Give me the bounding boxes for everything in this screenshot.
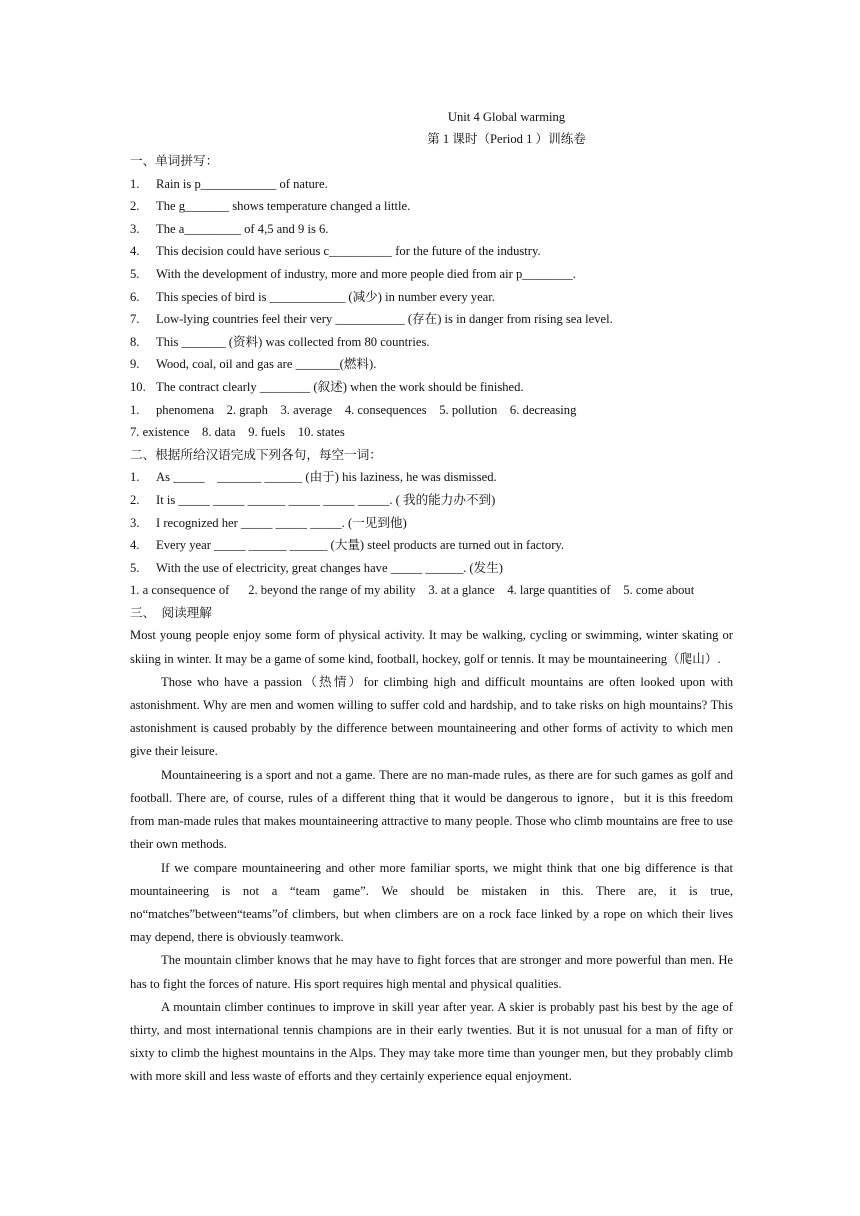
item-text: With the development of industry, more and more people died from air p________. [156, 266, 576, 281]
section1-items [130, 173, 733, 399]
item-number: 5. [130, 266, 140, 281]
list-item [130, 376, 733, 399]
item-number: 4. [130, 244, 140, 259]
list-item [130, 489, 733, 512]
item-number: 10. [130, 379, 146, 394]
item-number: 7. [130, 312, 140, 327]
reading-paragraph: A mountain climber continues to improve in skill year after year. A skier is probably past his best by the age of thirty, and most international tennis champions are in their early twenties. But it is not unusual for a man of fifty or sixty to climb the highest mountains in the Alps. They may take more time than younger men, but they probably climb with more skill and less waste of efforts and they certainly experience equal enjoyment. [130, 999, 733, 1084]
list-item [130, 218, 733, 241]
item-text: It is _____ _____ ______ _____ _____ _____. ( 我的能力办不到) [156, 492, 496, 507]
item-text: As _____ _______ ______ (由于) his laziness, he was dismissed. [156, 470, 497, 485]
section2-answers: 1. a consequence of 2. beyond the range of my ability 3. at a glance 4. large quantities of 5. come about [130, 583, 695, 598]
list-item [130, 195, 733, 218]
item-text: Rain is p____________ of nature. [156, 176, 328, 191]
item-text: This species of bird is ____________ (减少) in number every year. [156, 289, 495, 304]
item-text: Wood, coal, oil and gas are _______(燃料). [156, 357, 377, 372]
list-item [130, 512, 733, 535]
worksheet-page [130, 106, 733, 1089]
section2-items [130, 466, 733, 579]
section1-answers-line2: 7. existence 8. data 9. fuels 10. states [130, 425, 345, 440]
item-number: 5. [130, 560, 140, 575]
list-item [130, 308, 733, 331]
reading-paragraph: Most young people enjoy some form of physical activity. It may be walking, cycling or swimming, winter skating or skiing in winter. It may be a game of some kind, football, hockey, golf or tennis. It may be mountaineering（爬山）. [130, 628, 733, 666]
section2-heading: 二、根据所给汉语完成下列各句，每空一词： [130, 447, 382, 462]
item-text: The contract clearly ________ (叙述) when the work should be finished. [156, 379, 524, 394]
item-number: 4. [130, 538, 140, 553]
item-text: The a_________ of 4,5 and 9 is 6. [156, 221, 329, 236]
item-text: Low-lying countries feel their very ___________ (存在) is in danger from rising sea level. [156, 312, 613, 327]
answer-text: phenomena 2. graph 3. average 4. consequences 5. pollution 6. decreasing [156, 402, 577, 417]
list-item [130, 466, 733, 489]
list-item [130, 331, 733, 354]
item-number: 6. [130, 289, 140, 304]
list-item [130, 353, 733, 376]
section1-answers-line1 [130, 399, 733, 422]
list-item [130, 286, 733, 309]
list-item [130, 557, 733, 580]
item-text: This decision could have serious c__________ for the future of the industry. [156, 244, 541, 259]
item-number: 9. [130, 357, 140, 372]
item-text: With the use of electricity, great changes have _____ ______. (发生) [156, 560, 503, 575]
item-text: Every year _____ ______ ______ (大量) steel products are turned out in factory. [156, 538, 565, 553]
item-number: 2. [130, 199, 140, 214]
answer-number: 1. [130, 402, 140, 417]
reading-paragraph: The mountain climber knows that he may have to fight forces that are stronger and more powerful than men. He has to fight the forces of nature. His sport requires high mental and physical qualities. [130, 953, 733, 991]
item-text: The g_______ shows temperature changed a little. [156, 199, 411, 214]
document-title: Unit 4 Global warming [447, 110, 566, 124]
reading-paragraph: Mountaineering is a sport and not a game. There are no man-made rules, as there are for such games as golf and football. There are, of course, rules of a different thing that it would be dangerous to ignore，but it is this freedom from man-made rules that makes mountaineering attractive to many people. Those who climb mountains are free to use their own methods. [130, 767, 733, 852]
item-number: 1. [130, 470, 140, 485]
item-number: 3. [130, 221, 140, 236]
reading-paragraph: If we compare mountaineering and other more familiar sports, we might think that one big difference is that mountaineering is not a “team game”. We should be mistaken in this. There are, it is true, no“matches”between“teams”of climbers, but when climbers are on a rock face linked by a rope on which their lives may depend, there is obviously teamwork. [130, 860, 733, 945]
item-text: This _______ (资料) was collected from 80 countries. [156, 334, 430, 349]
item-number: 8. [130, 334, 140, 349]
item-number: 1. [130, 176, 140, 191]
section1-heading: 一、单词拼写： [130, 154, 219, 168]
item-number: 2. [130, 492, 140, 507]
list-item [130, 240, 733, 263]
document-subtitle: 第 1 课时（Period 1 ）训练卷 [427, 132, 586, 146]
list-item [130, 173, 733, 196]
list-item [130, 263, 733, 286]
item-number: 3. [130, 515, 140, 530]
reading-paragraph: Those who have a passion（热情）for climbing high and difficult mountains are often looked upon with astonishment. Why are men and women willing to suffer cold and hardship, and to take risks on high mountains? This astonishment is caused probably by the difference between mountaineering and other forms of activity to which men give their leisure. [130, 674, 733, 759]
list-item [130, 534, 733, 557]
item-text: I recognized her _____ _____ _____. (一见到他) [156, 515, 407, 530]
section3-heading: 三、 阅读理解 [130, 605, 212, 620]
